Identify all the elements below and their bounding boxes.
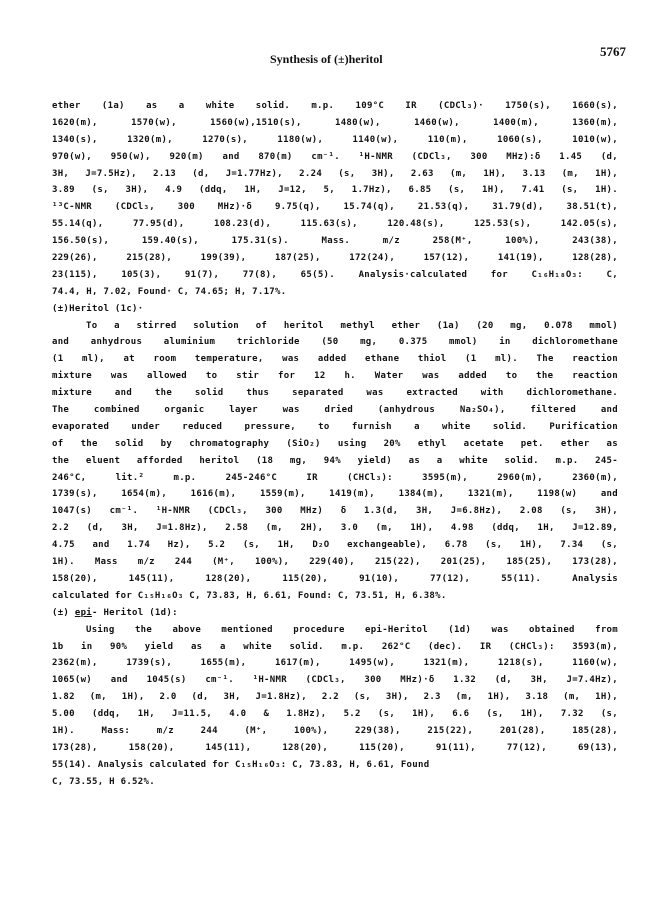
text-line: 1.82 (m, 1H), 2.0 (d, 3H, J=1.8Hz), 2.2 (s, 3H), 2.3 (m, 1H), 3.18 (m, 1H), — [52, 692, 618, 703]
running-title: Synthesis of (±)heritol — [270, 52, 383, 66]
text-line: mixture and the solid thus separated was extracted with dichloromethane. — [52, 388, 618, 399]
text-line: 1340(s), 1320(m), 1270(s), 1180(w), 1140(w), 110(m), 1060(s), 1010(w), — [52, 134, 618, 145]
text-line: 173(28), 158(20), 145(11), 128(20), 115(20), 91(11), 77(12), 69(13), — [52, 742, 618, 753]
text-line: 3.89 (s, 3H), 4.9 (ddq, 1H, J=12, 5, 1.7Hz), 6.85 (s, 1H), 7.41 (s, 1H). — [52, 185, 618, 196]
text-line: ether (1a) as a white solid. m.p. 109°C IR (CDCl₃)· 1750(s), 1660(s), — [52, 101, 618, 111]
heading-underlined: epi — [74, 607, 93, 618]
text-line: 156.50(s), 159.40(s), 175.31(s). Mass. m/z 258(M⁺, 100%), 243(38), — [52, 236, 618, 247]
section-heading-heritol: (±)Heritol (1c)· — [52, 303, 144, 314]
text-line: 4.75 and 1.74 Hz), 5.2 (s, 1H, D₂O exchangeable), 6.78 (s, 1H), 7.34 (s, — [52, 540, 618, 551]
text-line: C, 73.55, H 6.52%. — [52, 776, 155, 787]
text-line: The combined organic layer was dried (anhydrous Na₂SO₄), filtered and — [52, 405, 618, 416]
paragraph-epi-heritol — [52, 622, 618, 791]
text-line: 5.00 (ddq, 1H, J=11.5, 4.0 & 1.8Hz), 5.2 (s, 1H), 6.6 (s, 1H), 7.32 (s, — [52, 709, 618, 720]
text-line: calculated for C₁₅H₁₆O₃ C, 73.83, H, 6.61, Found: C, 73.51, H, 6.38%. — [52, 590, 447, 601]
text-line: mixture was allowed to stir for 12 h. Water was added to the reaction — [52, 371, 618, 382]
text-line: 55(14). Analysis calculated for C₁₅H₁₆O₃: C, 73.83, H, 6.61, Found — [52, 759, 430, 770]
section-heading-epi-heritol — [52, 605, 618, 622]
text-line: 23(115), 105(3), 91(7), 77(8), 65(5). Analysis·calculated for C₁₆H₁₈O₃: C, — [52, 269, 618, 280]
text-line: of the solid by chromatography (SiO₂) using 20% ethyl acetate pet. ether as — [52, 438, 618, 449]
text-line: 1739(s), 1654(m), 1616(m), 1559(m), 1419(m), 1384(m), 1321(m), 1198(w) and — [52, 489, 618, 500]
article-body — [52, 98, 618, 791]
text-line: 1b in 90% yield as a white solid. m.p. 262°C (dec). IR (CHCl₃): 3593(m), — [52, 641, 618, 652]
text-line: 1065(w) and 1045(s) cm⁻¹. ¹H-NMR (CDCl₃, 300 MHz)·δ 1.32 (d, 3H, J=7.4Hz), — [52, 675, 618, 686]
paragraph-1a-data — [52, 98, 618, 301]
text-line: 1H). Mass: m/z 244 (M⁺, 100%), 229(38), 215(22), 201(28), 185(28), — [52, 725, 618, 736]
text-line: 246°C, lit.² m.p. 245-246°C IR (CHCl₃): 3595(m), 2960(m), 2360(m), — [52, 472, 618, 483]
text-line: evaporated under reduced pressure, to furnish a white solid. Purification — [52, 421, 618, 432]
text-line: To a stirred solution of heritol methyl ether (1a) (20 mg, 0.078 mmol) — [86, 320, 618, 331]
text-line: 1047(s) cm⁻¹. ¹H-NMR (CDCl₃, 300 MHz) δ 1.3(d, 3H, J=6.8Hz), 2.08 (s, 3H), — [52, 506, 618, 517]
heading-suffix: - Heritol (1d): — [92, 607, 178, 618]
text-line: 2.2 (d, 3H, J=1.8Hz), 2.58 (m, 2H), 3.0 (m, 1H), 4.98 (ddq, 1H, J=12.89, — [52, 523, 618, 534]
text-line: ¹³C-NMR (CDCl₃, 300 MHz)·δ 9.75(q), 15.74(q), 21.53(q), 31.79(d), 38.51(t), — [52, 202, 618, 213]
text-line: Using the above mentioned procedure epi-Heritol (1d) was obtained from — [86, 624, 618, 635]
text-line: 970(w), 950(w), 920(m) and 870(m) cm⁻¹. ¹H-NMR (CDCl₃, 300 MHz):δ 1.45 (d, — [52, 151, 618, 162]
text-line: 74.4, H, 7.02, Found· C, 74.65; H, 7.17%. — [52, 286, 287, 297]
text-line: 2362(m), 1739(s), 1655(m), 1617(m), 1495(w), 1321(m), 1218(s), 1160(w), — [52, 658, 618, 669]
text-line: (1 ml), at room temperature, was added ethane thiol (1 ml). The reaction — [52, 354, 618, 365]
text-line: and anhydrous aluminium trichloride (50 mg, 0.375 mmol) in dichloromethane — [52, 337, 618, 348]
text-line: 1H). Mass m/z 244 (M⁺, 100%), 229(40), 215(22), 201(25), 185(25), 173(28), — [52, 557, 618, 568]
heading-prefix: (±) — [52, 607, 75, 618]
text-line: the eluent afforded heritol (18 mg, 94% yield) as a white solid. m.p. 245- — [52, 455, 618, 466]
text-line: 1620(m), 1570(w), 1560(w),1510(s), 1480(w), 1460(w), 1400(m), 1360(m), — [52, 117, 618, 128]
text-line: 229(26), 215(28), 199(39), 187(25), 172(24), 157(12), 141(19), 128(28), — [52, 253, 618, 264]
text-line: 3H, J=7.5Hz), 2.13 (d, J=1.77Hz), 2.24 (s, 3H), 2.63 (m, 1H), 3.13 (m, 1H), — [52, 168, 618, 179]
text-line: 55.14(q), 77.95(d), 108.23(d), 115.63(s), 120.48(s), 125.53(s), 142.05(s), — [52, 219, 618, 230]
paragraph-heritol — [52, 318, 618, 605]
text-line: 158(20), 145(11), 128(20), 115(20), 91(10), 77(12), 55(11). Analysis — [52, 573, 618, 584]
page-number: 5767 — [600, 44, 626, 59]
